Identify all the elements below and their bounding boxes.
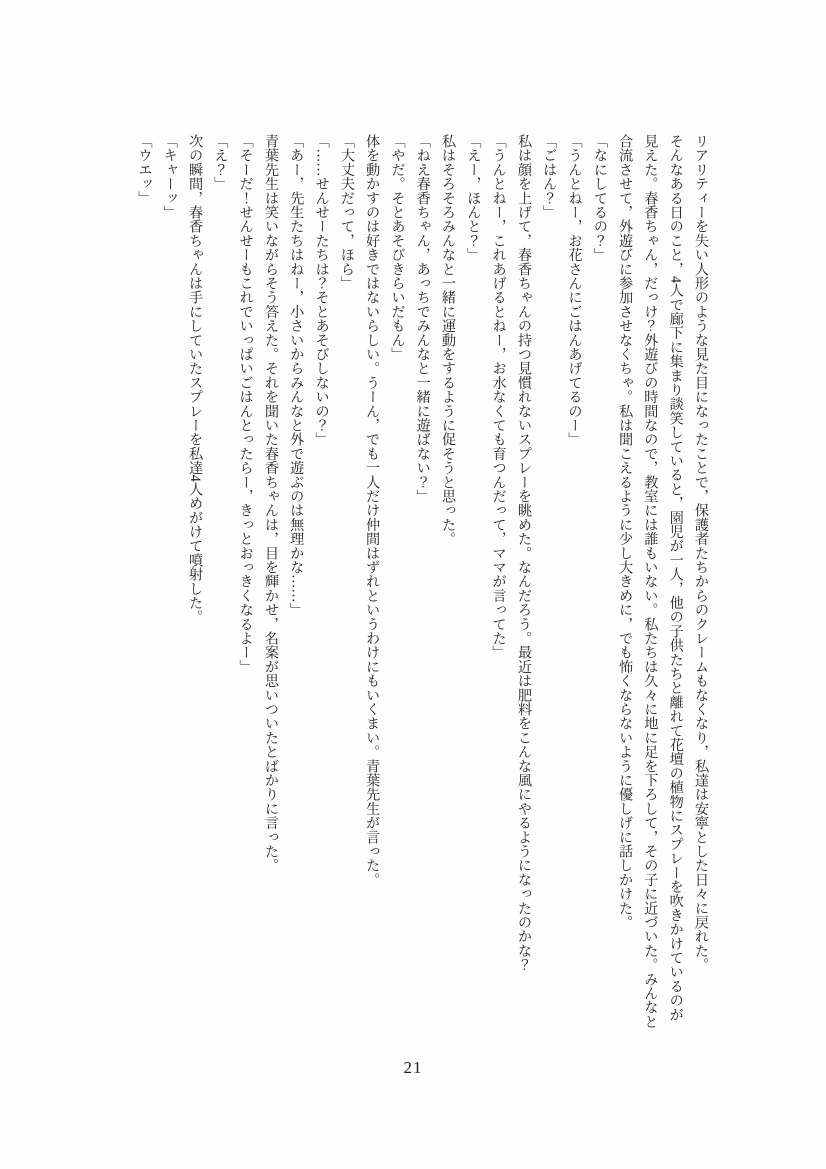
paragraph-15: 「あー，先生たちはねー，小さいからみんなと外で遊ぶのは無理かな……」 xyxy=(288,134,305,617)
paragraph-10: 「ねえ春香ちゃん，あっちでみんなと一緒に遊ばない？」 xyxy=(414,134,431,504)
paragraph-12: 体を動かすのは好きではないらしい。うーん，でも一人だけ仲間はずれというわけにもいくまい。青葉先生が言った。 xyxy=(364,134,381,887)
paragraph-13: 「大丈夫だって，ほら」 xyxy=(338,134,355,291)
paragraph-19: 次の瞬間，春香ちゃんは手にしていたスプレーを私達4人めがけて噴射した。 xyxy=(187,134,204,624)
page-number: 21 xyxy=(403,1058,423,1077)
paragraph-4: 「うんとねー，お花さんにごはんあげてるのー」 xyxy=(566,134,583,447)
paragraph-6: 私は顔を上げて，春香ちゃんの持つ見慣れないスプレーを眺めた。なんだろう。最近は肥料をこんな風にやるようになったのかな？ xyxy=(515,134,532,972)
paragraph-20: 「キャーッ」 xyxy=(161,134,178,220)
story-text-block xyxy=(131,134,713,1031)
paragraph-18: 「え？」 xyxy=(212,134,229,191)
page-footer xyxy=(0,1058,826,1078)
paragraph-9: 私はそろそろみんなと一緒に運動をするように促そうと思った。 xyxy=(440,134,457,546)
paragraph-17: 「そーだ！せんせーもこれでいっぱいごはんとったらー，きっとおっきくなるよー」 xyxy=(237,134,254,674)
paragraph-8: 「えー，ほんと？」 xyxy=(465,134,482,262)
paragraph-14: 「……せんせーたちは？そとあそびしないの？」 xyxy=(313,134,330,447)
paragraph-1: リアリティーを失い人形のような見た目になったことで，保護者たちからのクレームもなくなり，私達は安寧とした日々に戻れた。 xyxy=(693,134,709,972)
paragraph-5: 「ごはん？」 xyxy=(541,134,558,220)
paragraph-3: 「なにしてるの？」 xyxy=(591,134,608,262)
paragraph-11: 「やだ。そとあそびきらいだもん」 xyxy=(389,134,406,362)
paragraph-7: 「うんとねー，これあげるとねー，お水なくても育つんだって，ママが言ってた」 xyxy=(490,134,507,660)
paragraph-16: 青葉先生は笑いながらそう答えた。それを聞いた春香ちゃんは，目を輝かせ，名案が思いついたとばかりに言った。 xyxy=(262,134,279,873)
paragraph-2: そんなある日のこと，4人で廊下に集まり談笑していると，園児が一人，他の子供たちと離れて花壇の植物にスプレーを吹きかけているのが見えた。春香ちゃん，だっけ？外遊びの時間なので，教室には誰もいない。私たちは久々に地に足を下ろして，その子に近づいた。みんなと合流させて，外遊びに参加させなくちゃ。私は聞こえるように少し大きめに，でも怖くならないように優しげに話しかけた。 xyxy=(617,134,684,1029)
paragraph-21: 「ウエッ」 xyxy=(136,134,153,205)
